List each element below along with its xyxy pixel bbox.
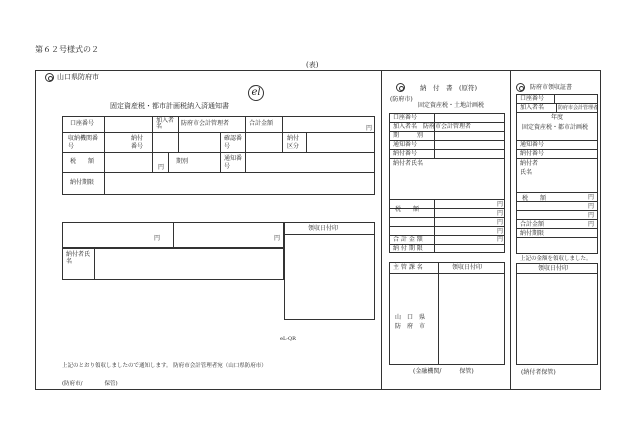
receipt-stamp-box: [284, 222, 375, 320]
stub-due-label: 納 付 期 限: [393, 245, 423, 252]
stub-row-2: 期 別: [393, 132, 424, 139]
period-label: 期別: [176, 158, 189, 165]
total-yen: 円: [366, 125, 373, 132]
notice-no-label: 通知番号: [224, 155, 243, 171]
front-label: (表): [306, 61, 319, 69]
receipt-tax-label: 税 額: [522, 195, 547, 202]
receipt-yen-3: 円: [588, 212, 595, 219]
receipt-yen-2: 円: [588, 203, 595, 210]
stub-seal-icon: [396, 83, 405, 92]
city-header: 山口県防府市: [57, 73, 99, 81]
stub-yen-2: 円: [497, 210, 504, 217]
agency-label: 収納機関番号: [68, 135, 99, 151]
city-seal-icon: [45, 73, 54, 82]
stub-yen-4: 円: [497, 228, 504, 235]
member-label: 加入者名: [156, 117, 175, 130]
stub-section-label: 主 管 課 名: [393, 264, 423, 271]
stub-title: 納 付 書 (原符): [420, 84, 478, 92]
stub-row-3: 通知番号: [393, 141, 418, 148]
stub-total-label: 合 計 金 額: [393, 236, 423, 243]
receipt-seal-icon: [516, 83, 525, 92]
stub-row-1: 加入者名 防府市会計管理者: [393, 123, 472, 130]
stub-dept: 山 口 県 防 府 市: [395, 314, 426, 330]
receipt-member-label: 加入者名: [520, 104, 545, 111]
receipt-year-label: 年度: [551, 114, 564, 121]
receipt-due-label: 納付期限: [520, 230, 545, 237]
stub-yen-5: 円: [497, 236, 504, 243]
footer-text: 上記のとおり領収しましたので通知します。 防府市会計管理者宛（山口県防府市）: [62, 363, 267, 369]
form-number: 第６２号様式の２: [35, 45, 99, 54]
receipt-row-2: 納付者: [520, 160, 539, 167]
receipt-stamp-label: 領収日付印: [308, 225, 339, 232]
stub-subtitle: 固定資産税・土地計画税: [418, 102, 485, 109]
receipt-note: 上記の金額を領収しました。: [520, 256, 592, 262]
account-label: 口座番号: [70, 120, 95, 127]
member-value: 防府市会計管理者: [181, 120, 230, 127]
stub-footer: (金融機関/ 保管): [413, 368, 474, 375]
receipt-stamp-label: 領収日付印: [538, 265, 569, 272]
stub-row-0: 口座番号: [393, 114, 418, 121]
notice-grid: [62, 116, 375, 195]
due-label: 納付期限: [70, 179, 95, 186]
pay-section-label: 納付区分: [287, 135, 300, 151]
receipt-account-label: 口座番号: [520, 95, 545, 102]
receipt-row-3: 氏名: [520, 169, 533, 176]
confirm-label: 確認番号: [224, 135, 243, 151]
tax-label: 税 額: [70, 158, 95, 165]
code-label: eL-QR: [280, 336, 296, 342]
receipt-stamp-box: [516, 263, 598, 365]
amount-yen-1: 円: [154, 235, 161, 242]
payer-box: [62, 248, 284, 280]
receipt-row-1: 納付番号: [520, 150, 545, 157]
tax-yen: 円: [158, 164, 165, 171]
receipt-row-0: 通知番号: [520, 141, 545, 148]
stub-yen-1: 円: [497, 201, 504, 208]
footer-city: (防府市/ 保管): [62, 381, 118, 387]
receipt-tax-name: 固定資産税・都市計画税: [522, 124, 589, 131]
stub-tax-label: 税 額: [395, 206, 420, 213]
notice-title: 固定資産税・都市計画税納入済通知書: [110, 102, 229, 110]
amount-yen-2: 円: [274, 235, 281, 242]
receipt-total-label: 合計金額: [520, 221, 545, 228]
stub-row-4: 納付番号: [393, 150, 418, 157]
receipt-yen-1: 円: [588, 194, 595, 201]
payer-label: 納付者氏名: [66, 251, 91, 266]
stub-city: (防府市): [390, 96, 413, 103]
divider-right: [510, 70, 511, 390]
receipt-yen-4: 円: [588, 221, 595, 228]
stub-row-5: 納付者氏名: [393, 160, 424, 167]
logo-mark: el: [248, 85, 264, 101]
stub-yen-3: 円: [497, 219, 504, 226]
stub-stamp-label: 領収日付印: [452, 264, 483, 271]
receipt-member-value: 防府市会計管理者: [558, 105, 599, 111]
payment-number-label: 納付番号: [131, 135, 144, 151]
receipt-title: 防府市領収証書: [530, 84, 573, 91]
total-label: 合計金額: [249, 120, 274, 127]
divider-left: [381, 70, 382, 390]
receipt-footer: (納付者保管): [521, 369, 556, 376]
